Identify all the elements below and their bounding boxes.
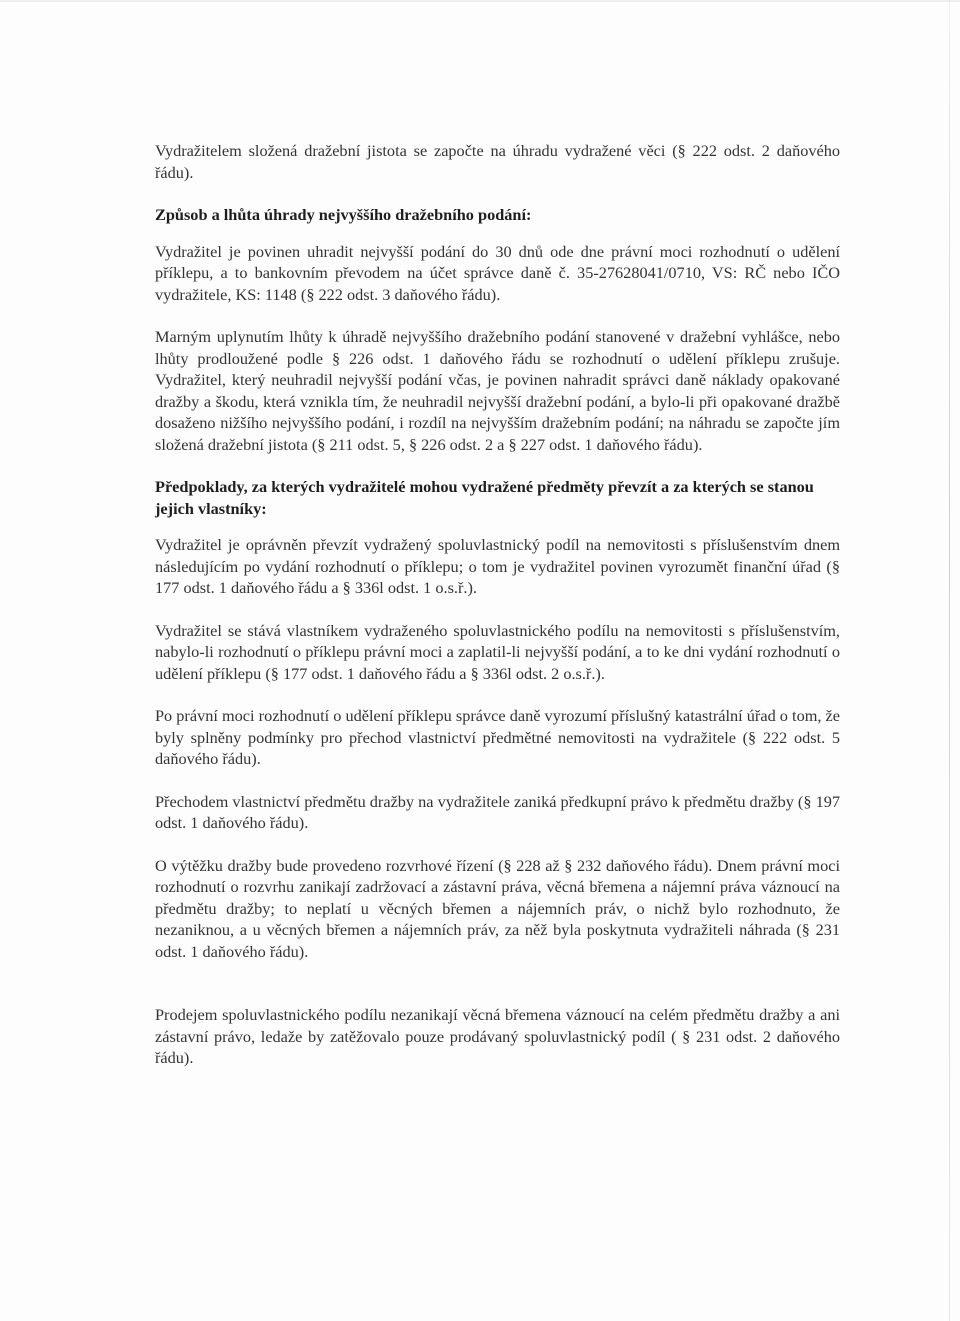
paragraph-preemption-right: Přechodem vlastnictví předmětu dražby na vydražitele zaniká předkupní právo k předmětu dražby (§ 197 odst. 1 daňového řádu). [155,791,840,832]
paragraph-ownership: Vydražitel se stává vlastníkem vydraženého spoluvlastnického podílu na nemovitosti s příslušenstvím, nabylo-li rozhodnutí o příklepu právní moci a zaplatil-li nejvyšší podání, a to ke dni vydání rozhodnutí o udělení příklepu (§ 177 odst. 1 daňového řádu a § 336l odst. 2 o.s.ř.). [155,620,840,683]
paragraph-cadastral-notice: Po právní moci rozhodnutí o udělení příklepu správce daně vyrozumí příslušný katastrální úřad o tom, že byly splněny podmínky pro přechod vlastnictví předmětné nemovitosti na vydražitele (§ 222 odst. 5 daňového řádu). [155,706,840,768]
document-body [155,140,840,1069]
paragraph-co-ownership-sale: Prodejem spoluvlastnického podílu nezanikají věcná břemena váznoucí na celém předmětu dražby a ani zástavní právo, ledaže by zatěžovalo pouze prodávaný spoluvlastnický podíl ( § 231 odst. 2 daňového řádu). [155,1005,840,1067]
heading-takeover-conditions: Předpoklady, za kterých vydražitelé mohou vydražené předměty převzít a za kterých se stanou jejich vlastníky: [155,477,814,518]
paragraph-payment-deadline: Vydražitel je povinen uhradit nejvyšší podání do 30 dnů ode dne právní moci rozhodnutí o udělení příklepu, a to bankovním převodem na účet správce daně č. 35-27628041/0710, VS: RČ nebo IČO vydražitele, KS: 1148 (§ 222 odst. 3 daňového řádu). [155,241,840,304]
page-top-edge [0,0,960,2]
paragraph-auction-deposit: Vydražitelem složená dražební jistota se započte na úhradu vydražené věci (§ 222 odst. 2 daňového řádu). [155,141,840,182]
heading-payment-method: Způsob a lhůta úhrady nejvyššího dražebního podání: [155,205,532,224]
paragraph-distribution-proceedings: O výtěžku dražby bude provedeno rozvrhové řízení (§ 228 až § 232 daňového řádu). Dnem právní moci rozhodnutí o rozvrhu zanikají zadržovací a zástavní práva, věcná břemena a nájemní práva váznoucí na předmětu dražby; to neplatí u věcných břemen a nájemních práv, o nichž bylo rozhodnuto, že nezaniknou, a u věcných břemen a nájemních práv, za něž byla poskytnuta vydražiteli náhrada (§ 231 odst. 1 daňového řádu). [155,855,840,961]
paragraph-takeover-right: Vydražitel je oprávněn převzít vydražený spoluvlastnický podíl na nemovitosti s příslušenstvím dnem následujícím po vydání rozhodnutí o příklepu; o tom je vydražitel povinen vyrozumět finanční úřad (§ 177 odst. 1 daňového řádu a § 336l odst. 1 o.s.ř.). [155,535,840,597]
paragraph-missed-deadline: Marným uplynutím lhůty k úhradě nejvyššího dražebního podání stanovené v dražební vyhlášce, nebo lhůty prodloužené podle § 226 odst. 1 daňového řádu se rozhodnutí o udělení příklepu zrušuje. Vydražitel, který neuhradil nejvyšší podání včas, je povinen nahradit správci daně náklady opakované dražby a škodu, která vznikla tím, že neuhradil nejvyšší dražební podání, a bylo-li při opakované dražbě dosaženo nižšího nejvyššího podání, i rozdíl na nejvyšším dražebním podání; na náhradu se započte jím složená dražební jistota (§ 211 odst. 5, § 226 odst. 2 a § 227 odst. 1 daňového řádu). [155,327,840,454]
page-right-edge [949,0,950,1321]
